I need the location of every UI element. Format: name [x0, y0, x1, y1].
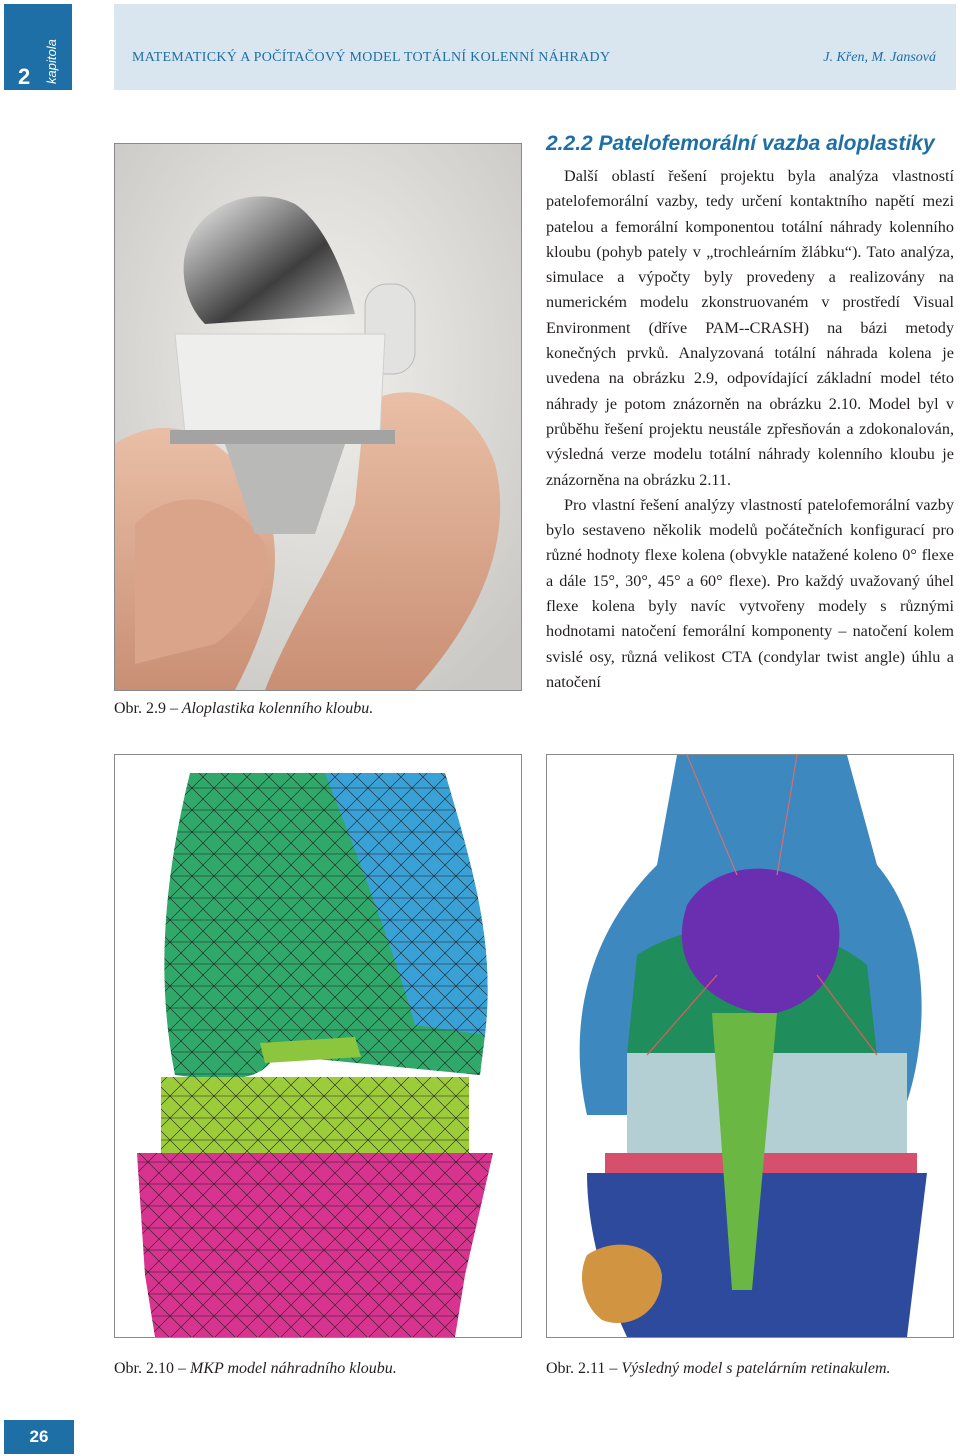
figure-2-10-text: – MKP model náhradního kloubu. — [174, 1360, 397, 1377]
page-number-box — [4, 1420, 74, 1454]
figure-2-10-caption — [114, 1360, 397, 1378]
figure-2-9-caption — [114, 700, 373, 718]
paragraph-2: Pro vlastní řešení analýzy vlastností patelofemorální vazby bylo sestaveno několik modelů počátečních konfigurací pro různé hodnoty flexe kolena (obvykle natažené koleno 0° flexe a dále 15°, 30°, 45° a 60° flexe). Pro každý uvažovaný úhel flexe kolena byly navíc vytvořeny modely s různými hodnotami natočení femorální komponenty – natočení kolem svislé osy, různá velikost CTA (condylar twist angle) úhlu a natočení — [546, 495, 954, 691]
figure-2-9-photo — [114, 143, 522, 691]
chapter-number: 2 — [18, 64, 31, 89]
figure-2-11-caption — [546, 1360, 891, 1378]
chapter-word: kapitola — [44, 39, 59, 84]
figure-2-11-final-model — [546, 754, 954, 1338]
figure-2-10-fem-model — [114, 754, 522, 1338]
chapter-tab — [4, 4, 72, 90]
section-title: 2.2.2 Patelofemorální vazba aloplastiky — [546, 132, 935, 155]
figure-2-9-label: Obr. 2.9 — [114, 700, 166, 717]
figure-2-9-text: – Aloplastika kolenního kloubu. — [166, 700, 374, 717]
figure-2-11-label: Obr. 2.11 — [546, 1360, 606, 1377]
body-text — [546, 164, 954, 695]
figure-2-10-label: Obr. 2.10 — [114, 1360, 174, 1377]
paragraph-1: Další oblastí řešení projektu byla analýza vlastností patelofemorální vazby, tedy určení kontaktního napětí mezi patelou a femorální komponentou totální náhrady kolenního kloubu (pohyb pately v „trochleárním žlábku“). Tato analýza, simulace a výpočty byly provedeny a realizovány na numerickém modelu zkonstruovaném v prostředí Visual Environment (dříve PAM--CRASH) na bázi metody konečných prvků. Analyzovaná totální náhrada kolena je uvedena na obrázku 2.9, odpovídající základní model této náhrady je potom znázorněn na obrázku 2.10. Model byl v průběhu řešení projektu neustále zpřesňován a zdokonalován, výsledná verze modelu totální náhrady kolenního kloubu je znázorněna na obrázku 2.11. — [546, 167, 954, 489]
figure-2-11-text: – Výsledný model s patelárním retinakulem. — [605, 1360, 891, 1377]
header-authors: J. Křen, M. Jansová — [823, 50, 936, 65]
header-title: MATEMATICKÝ A POČÍTAČOVÝ MODEL TOTÁLNÍ KOLENNÍ NÁHRADY — [132, 50, 611, 65]
page-number: 26 — [29, 1427, 49, 1446]
running-header — [114, 4, 956, 90]
